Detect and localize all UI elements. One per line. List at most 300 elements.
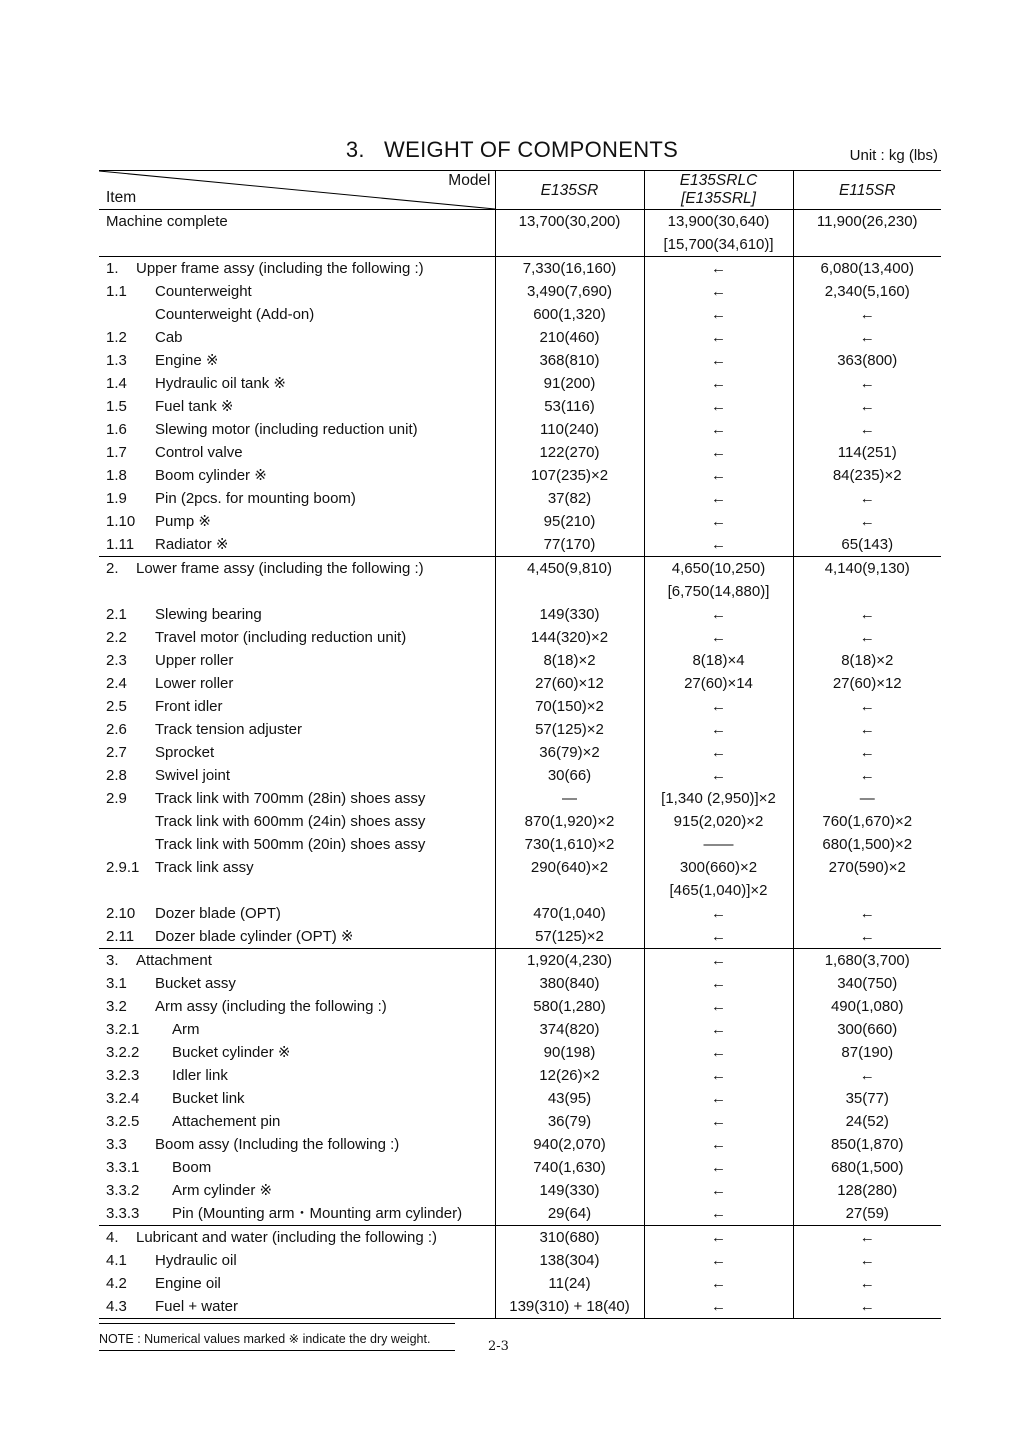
- table-row: [99, 1272, 941, 1295]
- value-e135srlc: 8(18)×4: [644, 649, 793, 672]
- item-label: Front idler: [155, 698, 223, 715]
- value-e115sr: ←: [859, 329, 875, 346]
- value-e135sr: 374(820): [495, 1018, 644, 1041]
- value-e135sr: 90(198): [495, 1041, 644, 1064]
- value-e135srlc: ←: [644, 949, 793, 973]
- value-e135sr: 95(210): [495, 510, 644, 533]
- item-number: 1.9: [106, 490, 127, 507]
- value-e115sr: 128(280): [837, 1182, 898, 1199]
- table-row: [99, 533, 941, 557]
- item-cell: [99, 441, 495, 464]
- value-e135srlc: ←: [644, 972, 793, 995]
- item-cell: [99, 303, 495, 326]
- item-number: 1.1: [106, 283, 127, 300]
- header-model-e135srlc: [644, 171, 793, 210]
- value-e135sr: 91(200): [495, 372, 644, 395]
- table-row: [99, 972, 941, 995]
- value-e135sr: 149(330): [495, 1179, 644, 1202]
- value-e135sr: 57(125)×2: [495, 718, 644, 741]
- item-label: Engine oil: [155, 1275, 221, 1292]
- item-label: Upper roller: [155, 652, 234, 669]
- item-number: 2.9: [106, 790, 127, 807]
- table-row: [99, 1041, 941, 1064]
- table-row: [99, 1202, 941, 1226]
- item-cell: [99, 902, 495, 925]
- value-e135sr: 7,330(16,160): [495, 257, 644, 281]
- value-e135sr: 470(1,040): [495, 902, 644, 925]
- item-cell: [99, 210, 495, 234]
- table-row: [99, 372, 941, 395]
- item-cell: [99, 510, 495, 533]
- value-e135srlc: ←: [644, 1018, 793, 1041]
- value-e115sr: ←: [859, 721, 875, 738]
- item-label: Bucket assy: [155, 975, 236, 992]
- item-number: 2.9.1: [106, 859, 140, 876]
- header-model-label: Model: [448, 172, 491, 189]
- item-cell: [99, 533, 495, 557]
- value-e115sr: 2,340(5,160): [824, 283, 910, 300]
- item-number: 3.2: [106, 998, 127, 1015]
- value-e135sr: [495, 580, 644, 603]
- value-e115sr: 6,080(13,400): [793, 257, 941, 281]
- value-e115sr: [793, 879, 941, 902]
- item-cell: [99, 810, 495, 833]
- value-e115sr: ←: [859, 306, 875, 323]
- item-cell: [99, 1064, 495, 1087]
- table-row: [99, 257, 941, 281]
- item-number: 3.3.3: [106, 1205, 140, 1222]
- item-cell: [99, 280, 495, 303]
- item-number: 3.2.3: [106, 1067, 140, 1084]
- item-label: Counterweight: [155, 283, 252, 300]
- table-row: [99, 487, 941, 510]
- value-e135sr: 870(1,920)×2: [495, 810, 644, 833]
- value-e135srlc: ←: [644, 1110, 793, 1133]
- table-row: [99, 603, 941, 626]
- item-label: Slewing motor (including reduction unit): [155, 421, 418, 438]
- item-number: 3.1: [106, 975, 127, 992]
- value-e135srlc: ←: [644, 902, 793, 925]
- item-cell: [99, 718, 495, 741]
- page-title: 3. WEIGHT OF COMPONENTS: [345, 137, 679, 162]
- item-cell: [99, 995, 495, 1018]
- value-e115sr: [793, 233, 941, 257]
- table-row: [99, 1179, 941, 1202]
- table-row: [99, 1156, 941, 1179]
- value-e115sr: ←: [859, 1252, 875, 1269]
- table-row: [99, 510, 941, 533]
- value-e115sr: ←: [793, 1226, 941, 1250]
- value-e135srlc: [1,340 (2,950)]×2: [644, 787, 793, 810]
- table-row: [99, 1018, 941, 1041]
- table-row: [99, 464, 941, 487]
- item-number: 2.11: [106, 928, 135, 945]
- value-e115sr: [793, 580, 941, 603]
- value-e135sr: 37(82): [495, 487, 644, 510]
- value-e135sr: 580(1,280): [495, 995, 644, 1018]
- item-label: Sprocket: [155, 744, 215, 761]
- table-row: [99, 1064, 941, 1087]
- value-e135sr: 1,920(4,230): [495, 949, 644, 973]
- value-e115sr: 4,140(9,130): [793, 557, 941, 581]
- value-e115sr: ←: [793, 1295, 941, 1319]
- item-cell: [99, 464, 495, 487]
- item-label: Track link with 700mm (28in) shoes assy: [155, 790, 426, 807]
- item-cell: [99, 1272, 495, 1295]
- item-cell: [99, 764, 495, 787]
- item-number: 1.8: [106, 467, 127, 484]
- item-cell: [99, 626, 495, 649]
- footnote: NOTE : Numerical values marked ※ indicate the dry weight.: [99, 1332, 431, 1346]
- item-label: Control valve: [155, 444, 243, 461]
- value-e115sr: ←: [859, 767, 875, 784]
- value-e135sr: —: [495, 787, 644, 810]
- value-e135sr: 57(125)×2: [495, 925, 644, 949]
- value-e135sr: 53(116): [495, 395, 644, 418]
- item-label: Lower roller: [155, 675, 234, 692]
- table-row: [99, 1110, 941, 1133]
- header-model-item-cell: [99, 171, 495, 210]
- value-e115sr: 8(18)×2: [841, 652, 894, 669]
- table-row: [99, 326, 941, 349]
- value-e115sr: ←: [859, 375, 875, 392]
- item-cell: [99, 580, 495, 603]
- value-e135srlc: ←: [644, 418, 793, 441]
- item-number: 3.2.2: [106, 1044, 140, 1061]
- value-e135sr: 27(60)×12: [495, 672, 644, 695]
- value-e135srlc: 915(2,020)×2: [644, 810, 793, 833]
- item-number: 3.: [106, 952, 119, 969]
- item-label: Travel motor (including reduction unit): [155, 629, 407, 646]
- value-e135sr: 600(1,320): [495, 303, 644, 326]
- value-e115sr: ←: [859, 698, 875, 715]
- table-row: [99, 949, 941, 973]
- table-row: [99, 718, 941, 741]
- item-label: Track link assy: [155, 859, 254, 876]
- item-cell: [99, 833, 495, 856]
- table-row: [99, 626, 941, 649]
- table-row: [99, 1249, 941, 1272]
- page-number: 2-3: [488, 1339, 509, 1354]
- value-e135sr: 3,490(7,690): [495, 280, 644, 303]
- value-e135sr: 290(640)×2: [495, 856, 644, 879]
- value-e115sr: 1,680(3,700): [793, 949, 941, 973]
- value-e135srlc: ←: [644, 764, 793, 787]
- table-row: [99, 787, 941, 810]
- item-number: 1.7: [106, 444, 127, 461]
- table-row: [99, 280, 941, 303]
- weight-table-container: [99, 170, 941, 1319]
- value-e135srlc: ←: [644, 1295, 793, 1319]
- item-number: 4.1: [106, 1252, 127, 1269]
- item-label: Slewing bearing: [155, 606, 262, 623]
- item-cell: [99, 418, 495, 441]
- value-e135sr: 139(310) + 18(40): [495, 1295, 644, 1319]
- value-e115sr: 340(750): [837, 975, 898, 992]
- value-e135sr: 210(460): [495, 326, 644, 349]
- table-row: [99, 902, 941, 925]
- value-e135srlc: ←: [644, 1179, 793, 1202]
- value-e135sr: 730(1,610)×2: [495, 833, 644, 856]
- value-e135srlc: [465(1,040)]×2: [644, 879, 793, 902]
- item-label: Arm cylinder ※: [172, 1182, 273, 1199]
- table-row: [99, 441, 941, 464]
- item-label: Radiator ※: [155, 536, 229, 553]
- item-label: Dozer blade (OPT): [155, 905, 281, 922]
- item-number: 2.6: [106, 721, 127, 738]
- item-cell: [99, 395, 495, 418]
- value-e115sr: 680(1,500): [830, 1159, 904, 1176]
- value-e115sr: ←: [859, 1275, 875, 1292]
- item-cell: [99, 1249, 495, 1272]
- item-label: Idler link: [172, 1067, 228, 1084]
- value-e135srlc: ←: [644, 349, 793, 372]
- table-row: [99, 210, 941, 234]
- value-e115sr: ←: [859, 490, 875, 507]
- value-e135srlc: ←: [644, 1156, 793, 1179]
- value-e115sr: 11,900(26,230): [793, 210, 941, 234]
- header-model-e135srlc-line2: [E135SRL]: [681, 190, 756, 207]
- value-e135sr: 380(840): [495, 972, 644, 995]
- item-number: 2.5: [106, 698, 127, 715]
- value-e135srlc: ←: [644, 487, 793, 510]
- value-e135srlc: ←: [644, 1249, 793, 1272]
- item-cell: [99, 649, 495, 672]
- item-label: Swivel joint: [155, 767, 231, 784]
- header-item-label: Item: [106, 189, 137, 206]
- value-e135srlc: ←: [644, 257, 793, 281]
- item-label: Bucket link: [172, 1090, 245, 1107]
- value-e115sr: 760(1,670)×2: [822, 813, 913, 830]
- weight-table: [99, 170, 941, 1319]
- item-cell: [99, 1202, 495, 1226]
- item-label: Dozer blade cylinder (OPT) ※: [155, 928, 354, 945]
- value-e135srlc: ←: [644, 1041, 793, 1064]
- table-row: [99, 649, 941, 672]
- table-row: [99, 764, 941, 787]
- table-row: [99, 925, 941, 949]
- item-cell: [99, 1295, 495, 1319]
- item-number: 3.2.4: [106, 1090, 140, 1107]
- value-e115sr: ←: [859, 421, 875, 438]
- value-e135srlc: ←: [644, 1202, 793, 1226]
- item-number: 3.3: [106, 1136, 127, 1153]
- item-cell: [99, 1133, 495, 1156]
- table-row: [99, 1133, 941, 1156]
- table-row: [99, 741, 941, 764]
- item-label: Hydraulic oil: [155, 1252, 237, 1269]
- value-e135srlc: ←: [644, 395, 793, 418]
- value-e115sr: 27(60)×12: [832, 675, 902, 692]
- item-number: 3.2.1: [106, 1021, 140, 1038]
- value-e135sr: 12(26)×2: [495, 1064, 644, 1087]
- table-header-row: [99, 171, 941, 210]
- item-number: 3.2.5: [106, 1113, 140, 1130]
- value-e135sr: 43(95): [495, 1087, 644, 1110]
- value-e135sr: 30(66): [495, 764, 644, 787]
- table-row: [99, 810, 941, 833]
- table-row: [99, 833, 941, 856]
- value-e135sr: 13,700(30,200): [495, 210, 644, 234]
- value-e115sr: 270(590)×2: [828, 859, 906, 876]
- unit-label: Unit : kg (lbs): [849, 147, 938, 164]
- item-cell: [99, 741, 495, 764]
- value-e135sr: 29(64): [495, 1202, 644, 1226]
- item-label: Machine complete: [106, 213, 228, 230]
- value-e135srlc: ——: [644, 833, 793, 856]
- header-diagonal-line: [99, 171, 495, 209]
- value-e135sr: 740(1,630): [495, 1156, 644, 1179]
- item-number: 4.2: [106, 1275, 127, 1292]
- value-e115sr: 65(143): [841, 536, 894, 553]
- table-row: [99, 1295, 941, 1319]
- item-cell: [99, 879, 495, 902]
- item-label: Attachement pin: [172, 1113, 281, 1130]
- item-number: 2.: [106, 560, 119, 577]
- item-cell: [99, 1087, 495, 1110]
- item-label: Lower frame assy (including the following :): [136, 560, 424, 577]
- value-e135sr: 4,450(9,810): [495, 557, 644, 581]
- value-e135srlc: ←: [644, 303, 793, 326]
- value-e135srlc: ←: [644, 1272, 793, 1295]
- item-number: 4.: [106, 1229, 119, 1246]
- item-label: Track link with 500mm (20in) shoes assy: [155, 836, 426, 853]
- item-label: Hydraulic oil tank ※: [155, 375, 286, 392]
- table-row: [99, 672, 941, 695]
- table-row: [99, 879, 941, 902]
- value-e135sr: 70(150)×2: [495, 695, 644, 718]
- table-row: [99, 557, 941, 581]
- value-e135sr: 310(680): [495, 1226, 644, 1250]
- table-row: [99, 1087, 941, 1110]
- item-cell: [99, 695, 495, 718]
- item-label: Counterweight (Add-on): [155, 306, 315, 323]
- value-e135srlc: ←: [644, 464, 793, 487]
- value-e135srlc: 13,900(30,640): [644, 210, 793, 234]
- table-row: [99, 349, 941, 372]
- value-e135sr: 77(170): [495, 533, 644, 557]
- item-number: 2.2: [106, 629, 127, 646]
- value-e135srlc: ←: [644, 280, 793, 303]
- value-e135srlc: ←: [644, 603, 793, 626]
- item-number: 2.10: [106, 905, 136, 922]
- item-cell: [99, 487, 495, 510]
- value-e115sr: 87(190): [841, 1044, 894, 1061]
- value-e135srlc: ←: [644, 925, 793, 949]
- value-e115sr: 363(800): [837, 352, 898, 369]
- value-e135srlc: ←: [644, 1226, 793, 1250]
- value-e115sr: 35(77): [845, 1090, 889, 1107]
- value-e135srlc: ←: [644, 1133, 793, 1156]
- item-number: 1.2: [106, 329, 127, 346]
- table-row: [99, 418, 941, 441]
- table-row: [99, 303, 941, 326]
- value-e115sr: ←: [859, 398, 875, 415]
- item-cell: [99, 972, 495, 995]
- value-e135srlc: ←: [644, 372, 793, 395]
- item-label: Fuel tank ※: [155, 398, 234, 415]
- value-e135srlc: ←: [644, 441, 793, 464]
- value-e115sr: 84(235)×2: [832, 467, 902, 484]
- item-cell: [99, 1156, 495, 1179]
- value-e115sr: 27(59): [845, 1205, 889, 1222]
- item-cell: [99, 1110, 495, 1133]
- value-e135srlc: ←: [644, 626, 793, 649]
- item-cell: [99, 856, 495, 879]
- value-e135srlc: [15,700(34,610)]: [644, 233, 793, 257]
- table-row: [99, 1226, 941, 1250]
- item-label: Upper frame assy (including the following :): [136, 260, 424, 277]
- item-label: Arm assy (including the following :): [155, 998, 387, 1015]
- value-e135sr: 8(18)×2: [495, 649, 644, 672]
- item-cell: [99, 672, 495, 695]
- value-e135srlc: ←: [644, 326, 793, 349]
- item-label: Track link with 600mm (24in) shoes assy: [155, 813, 426, 830]
- item-number: 2.1: [106, 606, 127, 623]
- value-e115sr: 300(660): [837, 1021, 898, 1038]
- value-e135sr: 110(240): [495, 418, 644, 441]
- value-e135sr: [495, 879, 644, 902]
- item-number: 3.3.1: [106, 1159, 140, 1176]
- table-row: [99, 695, 941, 718]
- value-e115sr: 680(1,500)×2: [822, 836, 913, 853]
- value-e115sr: ←: [859, 606, 875, 623]
- value-e135sr: 36(79)×2: [495, 741, 644, 764]
- value-e135sr: [495, 233, 644, 257]
- item-number: 2.7: [106, 744, 127, 761]
- item-cell: [99, 372, 495, 395]
- table-row: [99, 856, 941, 879]
- item-label: Arm: [172, 1021, 200, 1038]
- value-e115sr: ←: [859, 513, 875, 530]
- item-label: Boom cylinder ※: [155, 467, 267, 484]
- value-e135sr: 149(330): [495, 603, 644, 626]
- header-model-e115sr: E115SR: [793, 171, 941, 210]
- value-e135srlc: ←: [644, 695, 793, 718]
- item-cell: [99, 1179, 495, 1202]
- item-label: Bucket cylinder ※: [172, 1044, 291, 1061]
- value-e115sr: 24(52): [845, 1113, 889, 1130]
- item-label: Cab: [155, 329, 183, 346]
- item-number: 4.3: [106, 1298, 127, 1315]
- table-body: [99, 210, 941, 1319]
- value-e135srlc: [6,750(14,880)]: [644, 580, 793, 603]
- item-label: Pin (Mounting arm・Mounting arm cylinder): [172, 1205, 463, 1222]
- note-divider-top: [99, 1323, 455, 1324]
- value-e115sr: —: [859, 790, 875, 807]
- item-cell: [99, 1226, 495, 1250]
- table-row: [99, 395, 941, 418]
- item-number: 2.4: [106, 675, 127, 692]
- value-e135srlc: 300(660)×2: [644, 856, 793, 879]
- item-cell: [99, 557, 495, 581]
- item-cell: [99, 603, 495, 626]
- item-label: Pump ※: [155, 513, 211, 530]
- value-e135srlc: ←: [644, 741, 793, 764]
- value-e135sr: 36(79): [495, 1110, 644, 1133]
- value-e115sr: ←: [859, 1067, 875, 1084]
- item-number: 1.6: [106, 421, 127, 438]
- value-e135srlc: ←: [644, 995, 793, 1018]
- item-number: 1.: [106, 260, 119, 277]
- item-number: 1.3: [106, 352, 127, 369]
- item-cell: [99, 1018, 495, 1041]
- item-label: Boom: [172, 1159, 212, 1176]
- value-e115sr: ←: [859, 928, 875, 945]
- item-cell: [99, 257, 495, 281]
- item-cell: [99, 349, 495, 372]
- item-cell: [99, 326, 495, 349]
